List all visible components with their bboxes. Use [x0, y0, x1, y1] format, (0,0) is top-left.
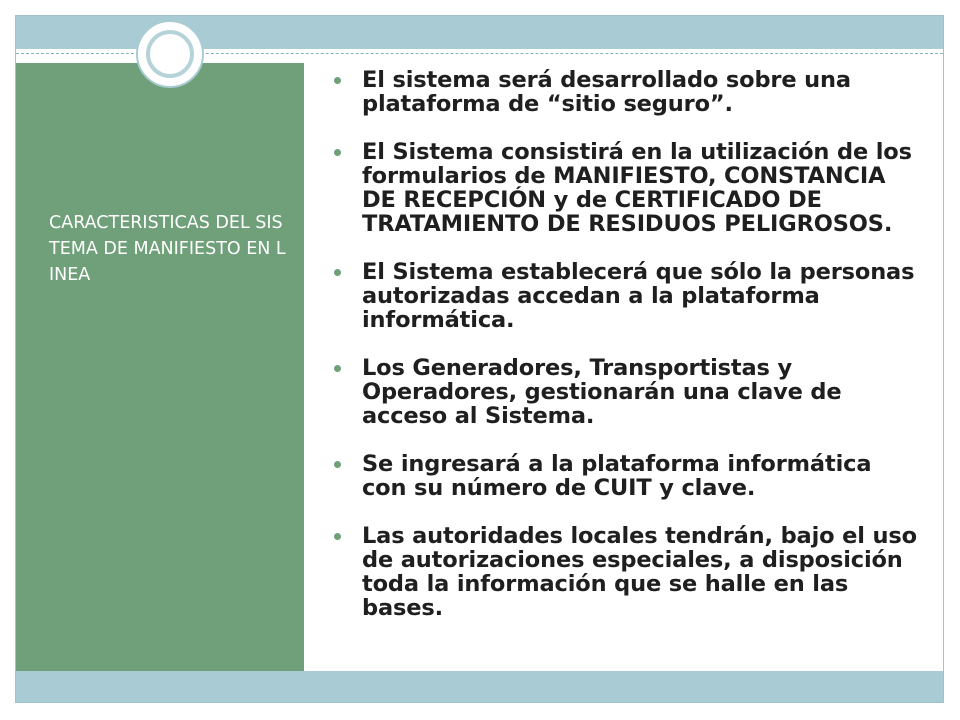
bullet-text: El sistema será desarrollado sobre una plataforma de “sitio seguro”. [362, 67, 851, 117]
bullet-text: El Sistema establecerá que sólo la personas autorizadas accedan a la plataforma informática. [362, 259, 915, 333]
bullet-item [330, 356, 920, 428]
bullet-dot-icon [334, 533, 341, 540]
bullet-text: El Sistema consistirá en la utilización de los formularios de MANIFIESTO, CONSTANCIA DE RECEPCIÓN y de CERTIFICADO DE TRATAMIENTO DE RESIDUOS PELIGROSOS. [362, 139, 912, 237]
bullet-list [330, 68, 920, 620]
content-area [330, 68, 920, 644]
bullet-dot-icon [334, 149, 341, 156]
bullet-item [330, 260, 920, 332]
bullet-dot-icon [334, 461, 341, 468]
bullet-text: Los Generadores, Transportistas y Operadores, gestionarán una clave de acceso al Sistema. [362, 355, 842, 429]
bullet-dot-icon [334, 269, 341, 276]
bottom-band [16, 671, 943, 702]
bullet-dot-icon [334, 365, 341, 372]
bullet-dot-icon [334, 77, 341, 84]
bullet-item [330, 140, 920, 236]
inner-ring [146, 30, 194, 78]
double-ring-circle-icon [136, 20, 204, 88]
bullet-text: Se ingresará a la plataforma informática con su número de CUIT y clave. [362, 451, 872, 501]
bullet-item [330, 68, 920, 116]
title-panel [16, 63, 304, 671]
slide-title: CARACTERISTICAS DEL SISTEMA DE MANIFIESTO EN LINEA [49, 213, 286, 285]
bullet-item [330, 524, 920, 620]
bullet-text: Las autoridades locales tendrán, bajo el uso de autorizaciones especiales, a disposición toda la información que se halle en las bases. [362, 523, 917, 621]
bullet-item [330, 452, 920, 500]
